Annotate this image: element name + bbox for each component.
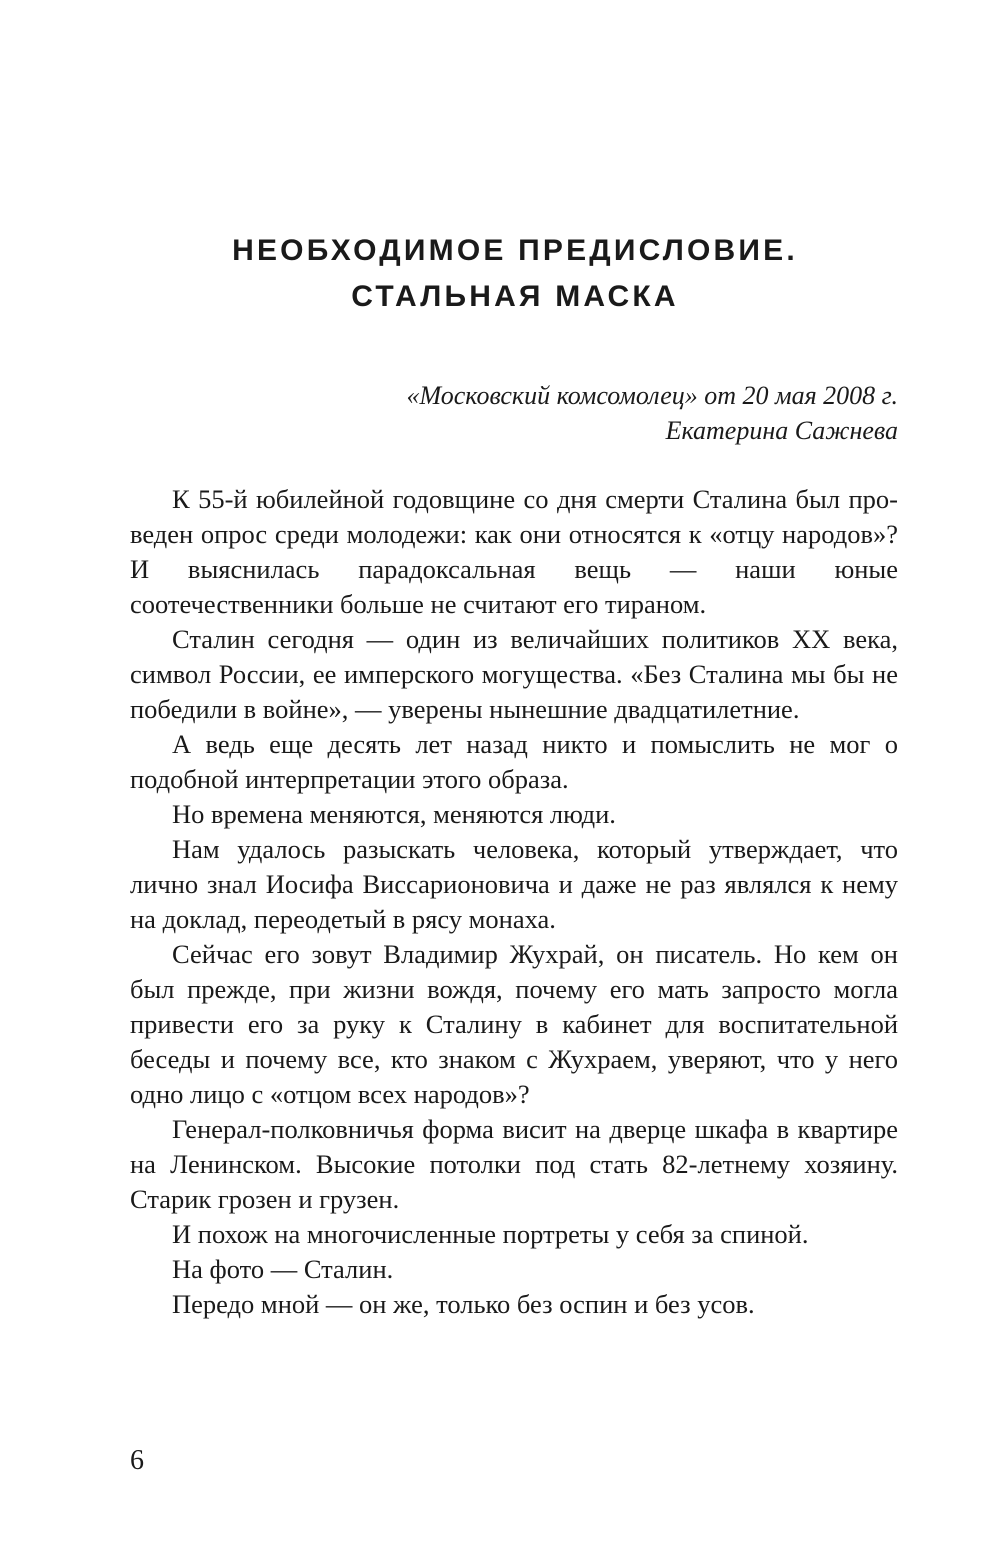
epigraph <box>300 378 898 448</box>
paragraph: И похож на многочисленные портреты у себя за спиной. <box>172 1219 809 1249</box>
paragraph: Сейчас его зовут Владимир Жухрай, он писатель. Но кем он был прежде, при жизни вождя, почему его мать запросто могла привести его за руку к Сталину в кабинет для воспитательной беседы и почему все, кто знаком с Жухраем, уверяют, что у него одно лицо с «отцом всех народов»? <box>130 939 898 1109</box>
chapter-title-line-2: СТАЛЬНАЯ МАСКА <box>351 280 679 313</box>
paragraph: К 55-й юбилейной годовщине со дня смерти Сталина был проведен опрос среди молодежи: как они относятся к «отцу народов»? И выяснилась парадоксальная вещь — наши юные соотечественники больше не считают его тираном. <box>130 484 898 619</box>
chapter-title-line-1: НЕОБХОДИМОЕ ПРЕДИСЛОВИЕ. <box>232 234 798 267</box>
epigraph-author: Екатерина Сажнева <box>665 416 898 445</box>
chapter-title <box>130 228 900 320</box>
paragraph: Генерал-полковничья форма висит на дверце шкафа в квартире на Ленинском. Высокие потолки под стать 82-летнему хозяину. Старик грозен и грузен. <box>130 1114 898 1214</box>
body-text <box>130 482 898 1322</box>
paragraph: Передо мной — он же, только без оспин и без усов. <box>172 1289 755 1319</box>
paragraph: На фото — Сталин. <box>172 1254 394 1284</box>
paragraph: Но времена меняются, меняются люди. <box>172 799 616 829</box>
paragraph: Сталин сегодня — один из величайших политиков XX века, символ России, ее имперского могущества. «Без Сталина мы бы не победили в войне», — уверены нынешние двадцатилетние. <box>130 624 898 724</box>
paragraph: Нам удалось разыскать человека, который утверждает, что лично знал Иосифа Виссарионовича и даже не раз являлся к нему на доклад, переодетый в рясу монаха. <box>130 834 898 934</box>
page-number: 6 <box>130 1445 144 1476</box>
epigraph-source: «Московский комсомолец» от 20 мая 2008 г. <box>406 381 898 410</box>
paragraph: А ведь еще десять лет назад никто и помыслить не мог о подобной интерпретации этого образа. <box>130 729 898 794</box>
